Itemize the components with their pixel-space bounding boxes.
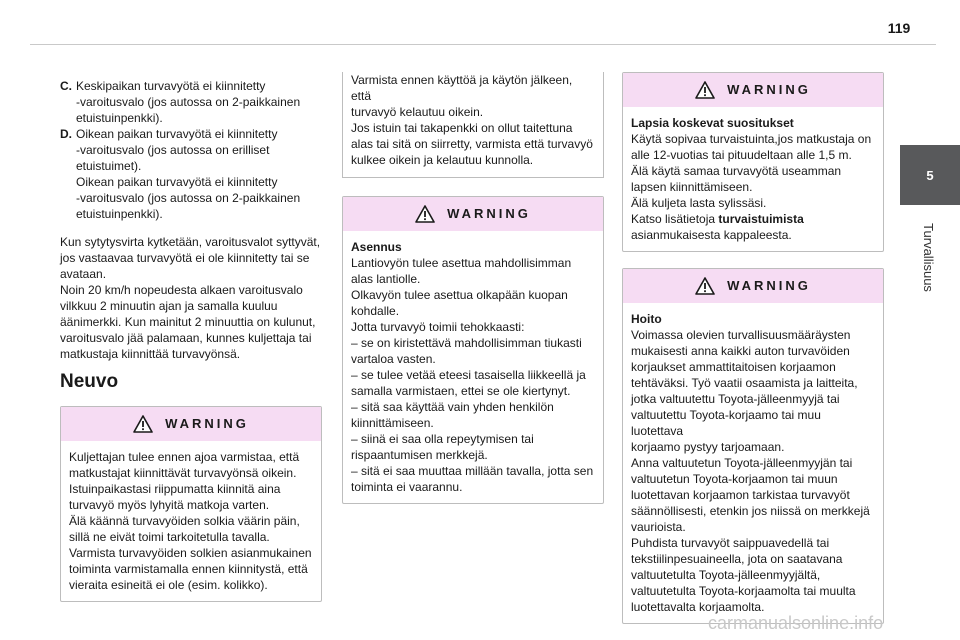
column-2 bbox=[342, 72, 604, 504]
text-line: turvavyö kelautuu oikein. bbox=[351, 105, 484, 119]
text-line: – sitä saa käyttää vain yhden henkilön bbox=[351, 400, 554, 414]
text-line: valtuutettu Toyota-korjaamo tai muu luotettava bbox=[631, 408, 821, 438]
text-line: – siinä ei saa olla repeytymisen tai bbox=[351, 432, 534, 446]
text-line: jotka valtuutettu Toyota-jälleenmyyjä tai bbox=[631, 392, 840, 406]
text-line: etuistuinpenkki). bbox=[76, 207, 163, 221]
text-line: jos vastaavaa turvavyötä ei ole kiinnitetty tai se bbox=[60, 251, 310, 265]
item-label: D. bbox=[60, 127, 72, 141]
text-line: – sitä ei saa muuttaa millään tavalla, jotta sen bbox=[351, 464, 594, 478]
text-line: etuistuimet). bbox=[76, 159, 142, 173]
text-line: kohdalle. bbox=[351, 304, 400, 318]
text-line: vaurioista. bbox=[631, 520, 686, 534]
text-line: Käytä sopivaa turvaistuinta,jos matkustaja on bbox=[631, 132, 872, 146]
warning-subtitle: Lapsia koskevat suositukset bbox=[631, 116, 794, 130]
text-line: Jos istuin tai takapenkki on ollut taitettuna bbox=[351, 121, 573, 135]
text-line: kiinnittämiseen. bbox=[351, 416, 434, 430]
text-line: vilkkuu 2 minuutin ajan ja samalla kuuluu bbox=[60, 299, 278, 313]
text-line: lapsen kiinnittämiseen. bbox=[631, 180, 753, 194]
text-line: -varoitusvalo (jos autossa on erilliset bbox=[76, 143, 270, 157]
ref-prefix: Katso lisätietoja bbox=[631, 212, 719, 226]
text-line: alas lantiolle. bbox=[351, 272, 421, 286]
text-line: varoitusvalo jää palamaan, kunnes kuljettaja tai bbox=[60, 331, 312, 345]
text-line: Puhdista turvavyöt saippuavedellä tai bbox=[631, 536, 830, 550]
warning-subtitle: Hoito bbox=[631, 312, 662, 326]
text-line: rispaantumisen merkkejä. bbox=[351, 448, 488, 462]
warning-box bbox=[622, 72, 884, 252]
warning-triangle-icon bbox=[415, 205, 435, 223]
item-label: C. bbox=[60, 79, 72, 93]
warning-triangle-icon bbox=[695, 277, 715, 295]
section-heading: Neuvo bbox=[60, 371, 119, 392]
text-line: tekstiilinpesuaineella, jota on saatavana bbox=[631, 552, 843, 566]
header-divider bbox=[30, 44, 936, 45]
warning-body bbox=[623, 311, 883, 615]
text-line: korjaukset ammattitaitoisen korjaamon bbox=[631, 360, 836, 374]
warning-header bbox=[61, 407, 321, 441]
ref-link: turvaistuimista bbox=[718, 212, 804, 226]
text-line: äänimerkki. Kun mainitut 2 minuuttia on kulunut, bbox=[60, 315, 316, 329]
column-3 bbox=[622, 72, 884, 624]
text-line: alle 12-vuotias tai pituudeltaan alle 1,5 m. bbox=[631, 148, 852, 162]
text-line: kulkee oikein ja kelautuu kunnolla. bbox=[351, 153, 534, 167]
page-number: 119 bbox=[887, 20, 911, 36]
text-line: etuistuinpenkki). bbox=[76, 111, 163, 125]
text-line: Jotta turvavyö toimii tehokkaasti: bbox=[351, 320, 525, 334]
text-line: Kuljettajan tulee ennen ajoa varmistaa, että bbox=[69, 450, 300, 464]
text-line: Noin 20 km/h nopeudesta alkaen varoitusvalo bbox=[60, 283, 303, 297]
watermark: carmanualsonline.info bbox=[708, 613, 884, 633]
text-line: Keskipaikan turvavyötä ei kiinnitetty bbox=[76, 79, 266, 93]
body-paragraph bbox=[60, 234, 322, 362]
text-line: -varoitusvalo (jos autossa on 2-paikkainen bbox=[76, 191, 301, 205]
text-line: Varmista ennen käyttöä ja käytön jälkeen, että bbox=[351, 73, 573, 103]
text-line: Älä käytä samaa turvavyötä useamman bbox=[631, 164, 842, 178]
warning-subtitle: Asennus bbox=[351, 240, 402, 254]
text-line: Oikean paikan turvavyötä ei kiinnitetty bbox=[76, 175, 278, 189]
text-line: samalla varmistaen, ettei se ole kiertynyt. bbox=[351, 384, 571, 398]
text-line: Lantiovyön tulee asettua mahdollisimman bbox=[351, 256, 572, 270]
info-box bbox=[342, 72, 604, 178]
text-line: Voimassa olevien turvallisuusmääräysten bbox=[631, 328, 851, 342]
text-line: – se tulee vetää eteesi tasaisella liikkeellä ja bbox=[351, 368, 586, 382]
warning-title: WARNING bbox=[165, 416, 249, 431]
text-line: -varoitusvalo (jos autossa on 2-paikkainen bbox=[76, 95, 301, 109]
text-line: korjaamo pystyy tarjoamaan. bbox=[631, 440, 785, 454]
list-item bbox=[60, 78, 322, 126]
warning-title: WARNING bbox=[727, 82, 811, 97]
text-line: säännöllisesti, etenkin jos niissä on merkkejä bbox=[631, 504, 870, 518]
item-text bbox=[76, 78, 322, 126]
warning-box bbox=[60, 406, 322, 602]
text-line: luotettavalta korjaamolta. bbox=[631, 600, 765, 614]
text-line: turvavyö myös lyhyitä matkoja varten. bbox=[69, 498, 270, 512]
warning-header bbox=[623, 73, 883, 107]
text-line: toiminta ei vaarannu. bbox=[351, 480, 463, 494]
warning-header bbox=[623, 269, 883, 303]
text-line: Älä kuljeta lasta sylissäsi. bbox=[631, 196, 767, 210]
text-line: tehtäväksi. Työ vaatii osaamista ja laitteita, bbox=[631, 376, 858, 390]
text-line: Olkavyön tulee asettua olkapään kuopan bbox=[351, 288, 568, 302]
section-tab[interactable]: 5 bbox=[900, 145, 960, 205]
text-line: Anna valtuutetun Toyota-jälleenmyyjän tai bbox=[631, 456, 853, 470]
text-line: vartaloa vasten. bbox=[351, 352, 436, 366]
text-line: Varmista turvavyöiden solkien asianmukainen bbox=[69, 546, 312, 560]
warning-title: WARNING bbox=[727, 278, 811, 293]
text-line: avataan. bbox=[60, 267, 107, 281]
column-1 bbox=[60, 78, 322, 602]
text-line: luotettavan korjaamon tarkistaa turvavyöt bbox=[631, 488, 850, 502]
text-line: asianmukaisesta kappaleesta. bbox=[631, 228, 792, 242]
warning-body bbox=[61, 449, 321, 593]
warning-body bbox=[343, 239, 603, 495]
text-line: Älä käännä turvavyöiden solkia väärin päin, bbox=[69, 514, 300, 528]
text-line: Istuinpaikastasi riippumatta kiinnitä aina bbox=[69, 482, 281, 496]
warning-box bbox=[622, 268, 884, 624]
warning-triangle-icon bbox=[133, 415, 153, 433]
text-line: valtuutetulta Toyota-korjaamolta tai muulta bbox=[631, 584, 856, 598]
text-line bbox=[631, 211, 875, 227]
text-line: valtuutetun Toyota-korjaamon tai muun bbox=[631, 472, 838, 486]
text-line: sillä ne eivät toimi tarkoitetulla tavalla. bbox=[69, 530, 270, 544]
warning-triangle-icon bbox=[695, 81, 715, 99]
text-line: – se on kiristettävä mahdollisimman tiukasti bbox=[351, 336, 582, 350]
text-line: Kun sytytysvirta kytketään, varoitusvalot syttyvät, bbox=[60, 235, 321, 249]
text-line: Oikean paikan turvavyötä ei kiinnitetty bbox=[76, 127, 278, 141]
text-line: toiminta varmistamalla ennen kiinnitystä, että bbox=[69, 562, 308, 576]
list-item bbox=[60, 126, 322, 222]
warning-box bbox=[342, 196, 604, 504]
item-text bbox=[76, 126, 322, 222]
section-label bbox=[917, 212, 939, 302]
text-line: alas tai sitä on siirretty, varmista että turvavyö bbox=[351, 137, 593, 151]
text-line: valtuutetulta Toyota-jälleenmyyjältä, bbox=[631, 568, 821, 582]
text-line: matkustaja kiinnittää turvavyönsä. bbox=[60, 347, 241, 361]
warning-title: WARNING bbox=[447, 206, 531, 221]
warning-body bbox=[623, 115, 883, 243]
section-label-text: Turvallisuus bbox=[920, 222, 936, 292]
text-line: matkustajat kiinnittävät turvavyönsä oikein. bbox=[69, 466, 297, 480]
text-line: vieraita esineitä ei ole (esim. kolikko). bbox=[69, 578, 268, 592]
warning-header bbox=[343, 197, 603, 231]
text-line: mukaisesti anna kaikki auton turvavöiden bbox=[631, 344, 850, 358]
